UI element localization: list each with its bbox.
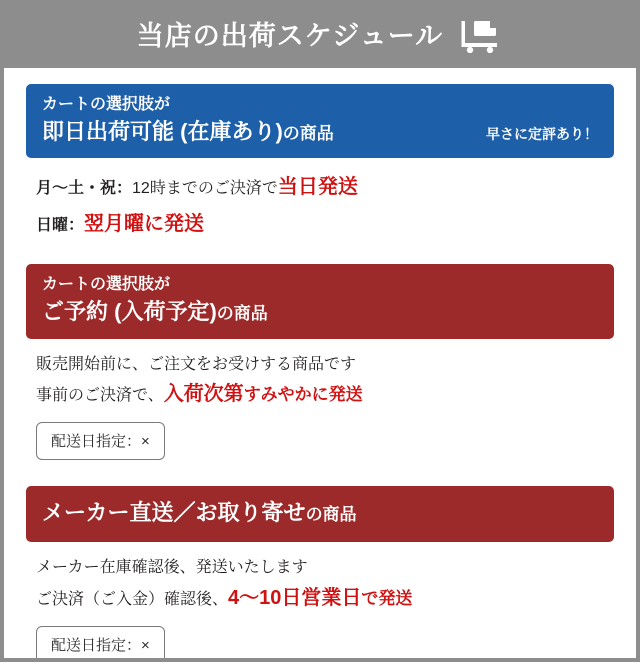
- spacer-1: [26, 252, 614, 264]
- banner-big-main-1: 即日出荷可能 (在庫あり): [42, 118, 283, 144]
- detail-emphasis-weekday: 当日発送: [277, 176, 358, 199]
- section-banner-same-day: [26, 84, 614, 158]
- section-details-preorder: [26, 339, 614, 467]
- detail-emphasis-small-preorder-ship: すみやかに発送: [243, 385, 363, 405]
- detail-prefix-weekday: 月〜土・祝：: [36, 180, 133, 198]
- detail-emphasis-sunday: 翌月曜に発送: [84, 213, 205, 236]
- banner-big-suffix-1: の商品: [282, 123, 334, 143]
- status-badge-delivery-date-preorder: 配送日指定：×: [36, 422, 165, 460]
- detail-prefix-direct-ship: ご決済（ご入金）確認後、: [36, 590, 229, 608]
- page-title: 当店の出荷スケジュール: [136, 20, 444, 51]
- detail-line-direct-info: [36, 556, 608, 581]
- detail-middle-weekday: 12時までのご決済で: [132, 180, 278, 198]
- detail-line-direct-ship: [36, 583, 608, 614]
- banner-big-text-2: [42, 297, 598, 327]
- section-banner-preorder: [26, 264, 614, 338]
- detail-prefix-sunday: 日曜：: [36, 217, 85, 235]
- detail-emphasis-small-direct-ship: で発送: [361, 588, 413, 608]
- banner-single-main-3: メーカー直送／お取り寄せ: [42, 500, 306, 526]
- banner-note-1: 早さに定評あり！: [486, 126, 598, 143]
- detail-line-weekday: [36, 172, 608, 203]
- page-header: [4, 4, 636, 68]
- spacer-2: [26, 466, 614, 486]
- banner-small-text-2: カートの選択肢が: [42, 276, 171, 294]
- detail-prefix-preorder-info: 販売開始前に、ご注文をお受けする商品です: [36, 355, 357, 373]
- section-details-same-day: [26, 158, 614, 252]
- detail-emphasis-direct-ship: 4〜10日営業日: [228, 586, 362, 609]
- page-content: [4, 68, 636, 662]
- detail-prefix-preorder-ship: 事前のご決済で、: [36, 387, 164, 405]
- hand-truck-icon: [457, 19, 503, 53]
- banner-big-suffix-2: の商品: [216, 303, 268, 323]
- detail-line-preorder-info: [36, 353, 608, 378]
- status-badge-delivery-date-direct: 配送日指定：×: [36, 626, 165, 662]
- detail-emphasis-preorder-ship: 入荷次第: [163, 383, 244, 406]
- banner-small-text-1: カートの選択肢が: [42, 96, 171, 113]
- detail-line-preorder-ship: [36, 379, 608, 410]
- banner-single-suffix-3: の商品: [305, 505, 357, 525]
- banner-big-main-2: ご予約 (入荷予定): [42, 298, 217, 324]
- detail-prefix-direct-info: メーカー在庫確認後、発送いたします: [36, 558, 308, 576]
- section-banner-direct-ship: [26, 486, 614, 542]
- detail-line-sunday: [36, 209, 608, 240]
- section-details-direct-ship: [26, 542, 614, 662]
